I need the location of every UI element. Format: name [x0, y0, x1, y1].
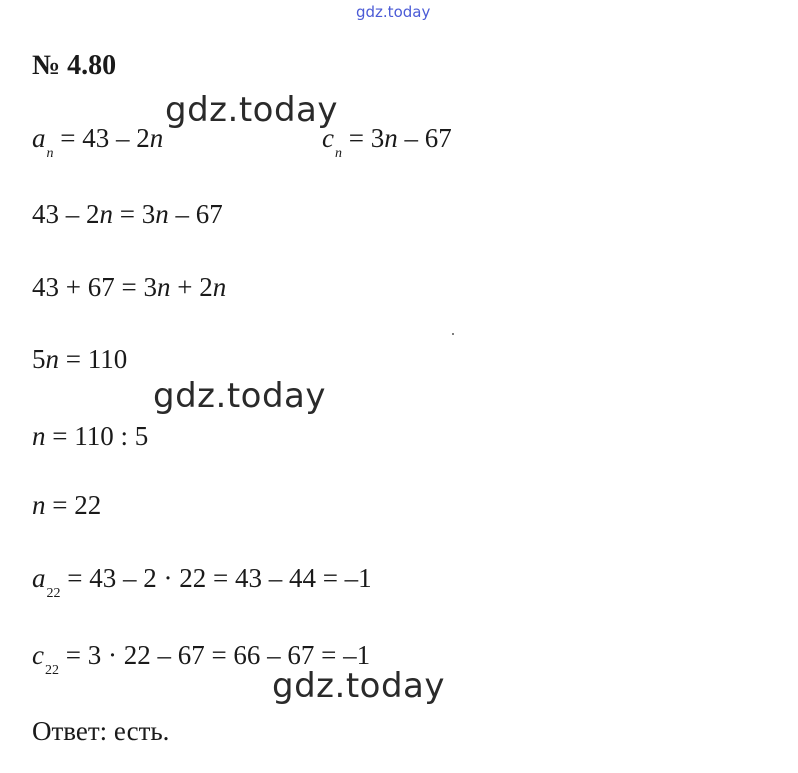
- line-a-22: $a_{22} = 43 - 2 \cdot 22 = 43 - 44 = -1$: [32, 563, 372, 601]
- answer-text: Ответ: есть.: [32, 716, 170, 746]
- equation-4: n = 110 : 5: [32, 421, 149, 451]
- equation-1: 43 – 2n = 3n – 67: [32, 199, 223, 229]
- line-c-22: $c_{22} = 3 \cdot 22 - 67 = 66 - 67 = -1$: [32, 640, 371, 678]
- equation-2: 43 + 67 = 3n + 2n: [32, 272, 227, 302]
- stray-dot: [452, 333, 454, 335]
- watermark-3: gdz.today: [272, 666, 445, 706]
- problem-number: № 4.80: [32, 50, 117, 81]
- line-c-n-definition: $c_n = 3n - 67$: [322, 123, 452, 161]
- line-a-n-definition: $a_n = 43 - 2n$: [32, 123, 164, 161]
- watermark-2: gdz.today: [153, 376, 326, 416]
- watermark-1: gdz.today: [165, 90, 338, 130]
- top-watermark: gdz.today: [356, 3, 431, 21]
- equation-5: n = 22: [32, 490, 102, 520]
- equation-3: 5n = 110: [32, 344, 128, 374]
